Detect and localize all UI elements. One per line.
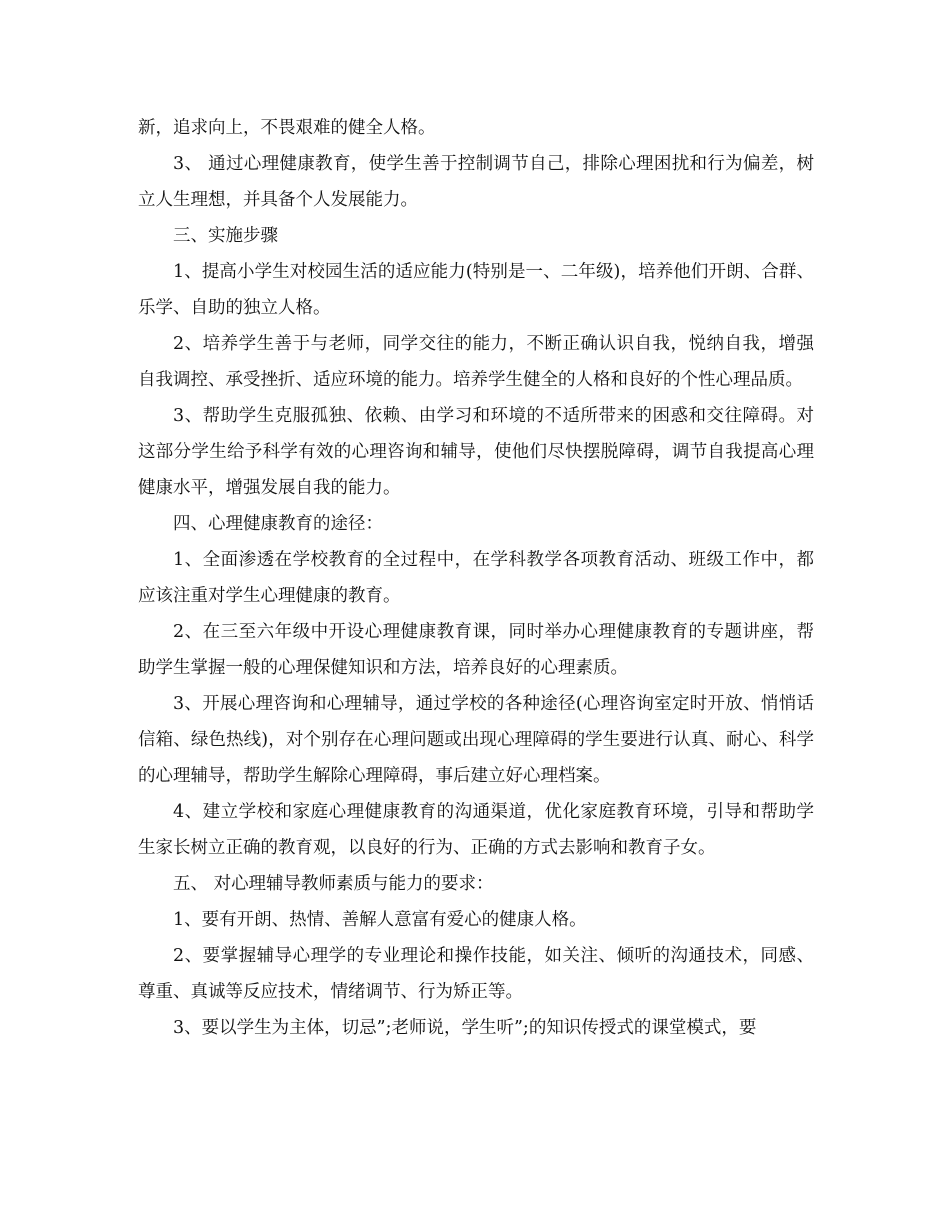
paragraph-approach-3: 3、开展心理咨询和心理辅导，通过学校的各种途径(心理咨询室定时开放、悄悄话信箱、绿色热线)，对个别存在心理问题或出现心理障碍的学生要进行认真、耐心、科学的心理辅导，帮助学生解除心理障碍，事后建立好心理档案。 (138, 694, 814, 786)
paragraph-goal-3: 3、 通过心理健康教育，使学生善于控制调节自己，排除心理困扰和行为偏差，树立人生理想，并具备个人发展能力。 (138, 154, 814, 210)
paragraph-step-3: 3、帮助学生克服孤独、依赖、由学习和环境的不适所带来的困惑和交往障碍。对这部分学生给予科学有效的心理咨询和辅导，使他们尽快摆脱障碍，调节自我提高心理健康水平，增强发展自我的能力。 (138, 406, 814, 498)
paragraph-requirement-3: 3、要以学生为主体，切忌”;老师说，学生听”;的知识传授式的课堂模式，要 (173, 1018, 757, 1038)
section-heading-approaches: 四、心理健康教育的途径： (173, 514, 383, 534)
paragraph-approach-4: 4、建立学校和家庭心理健康教育的沟通渠道，优化家庭教育环境，引导和帮助学生家长树立正确的教育观，以良好的行为、正确的方式去影响和教育子女。 (138, 802, 814, 858)
paragraph-requirement-1: 1、要有开朗、热情、善解人意富有爱心的健康人格。 (173, 910, 587, 930)
paragraph-step-2: 2、培养学生善于与老师，同学交往的能力，不断正确认识自我，悦纳自我，增强自我调控、承受挫折、适应环境的能力。培养学生健全的人格和良好的个性心理品质。 (138, 334, 814, 390)
paragraph-step-1: 1、提高小学生对校园生活的适应能力(特别是一、二年级)，培养他们开朗、合群、乐学、自助的独立人格。 (138, 262, 814, 318)
paragraph-requirement-2: 2、要掌握辅导心理学的专业理论和操作技能，如关注、倾听的沟通技术，同感、尊重、真诚等反应技术，情绪调节、行为矫正等。 (138, 946, 814, 1002)
document-body (138, 110, 814, 1046)
section-heading-implementation-steps: 三、实施步骤 (173, 226, 278, 246)
section-heading-teacher-requirements: 五、 对心理辅导教师素质与能力的要求： (173, 874, 494, 894)
paragraph-continued: 新，追求向上，不畏艰难的健全人格。 (138, 118, 436, 138)
paragraph-approach-1: 1、全面渗透在学校教育的全过程中，在学科教学各项教育活动、班级工作中，都应该注重对学生心理健康的教育。 (138, 550, 814, 606)
paragraph-approach-2: 2、在三至六年级中开设心理健康教育课，同时举办心理健康教育的专题讲座，帮助学生掌握一般的心理保健知识和方法，培养良好的心理素质。 (138, 622, 814, 678)
